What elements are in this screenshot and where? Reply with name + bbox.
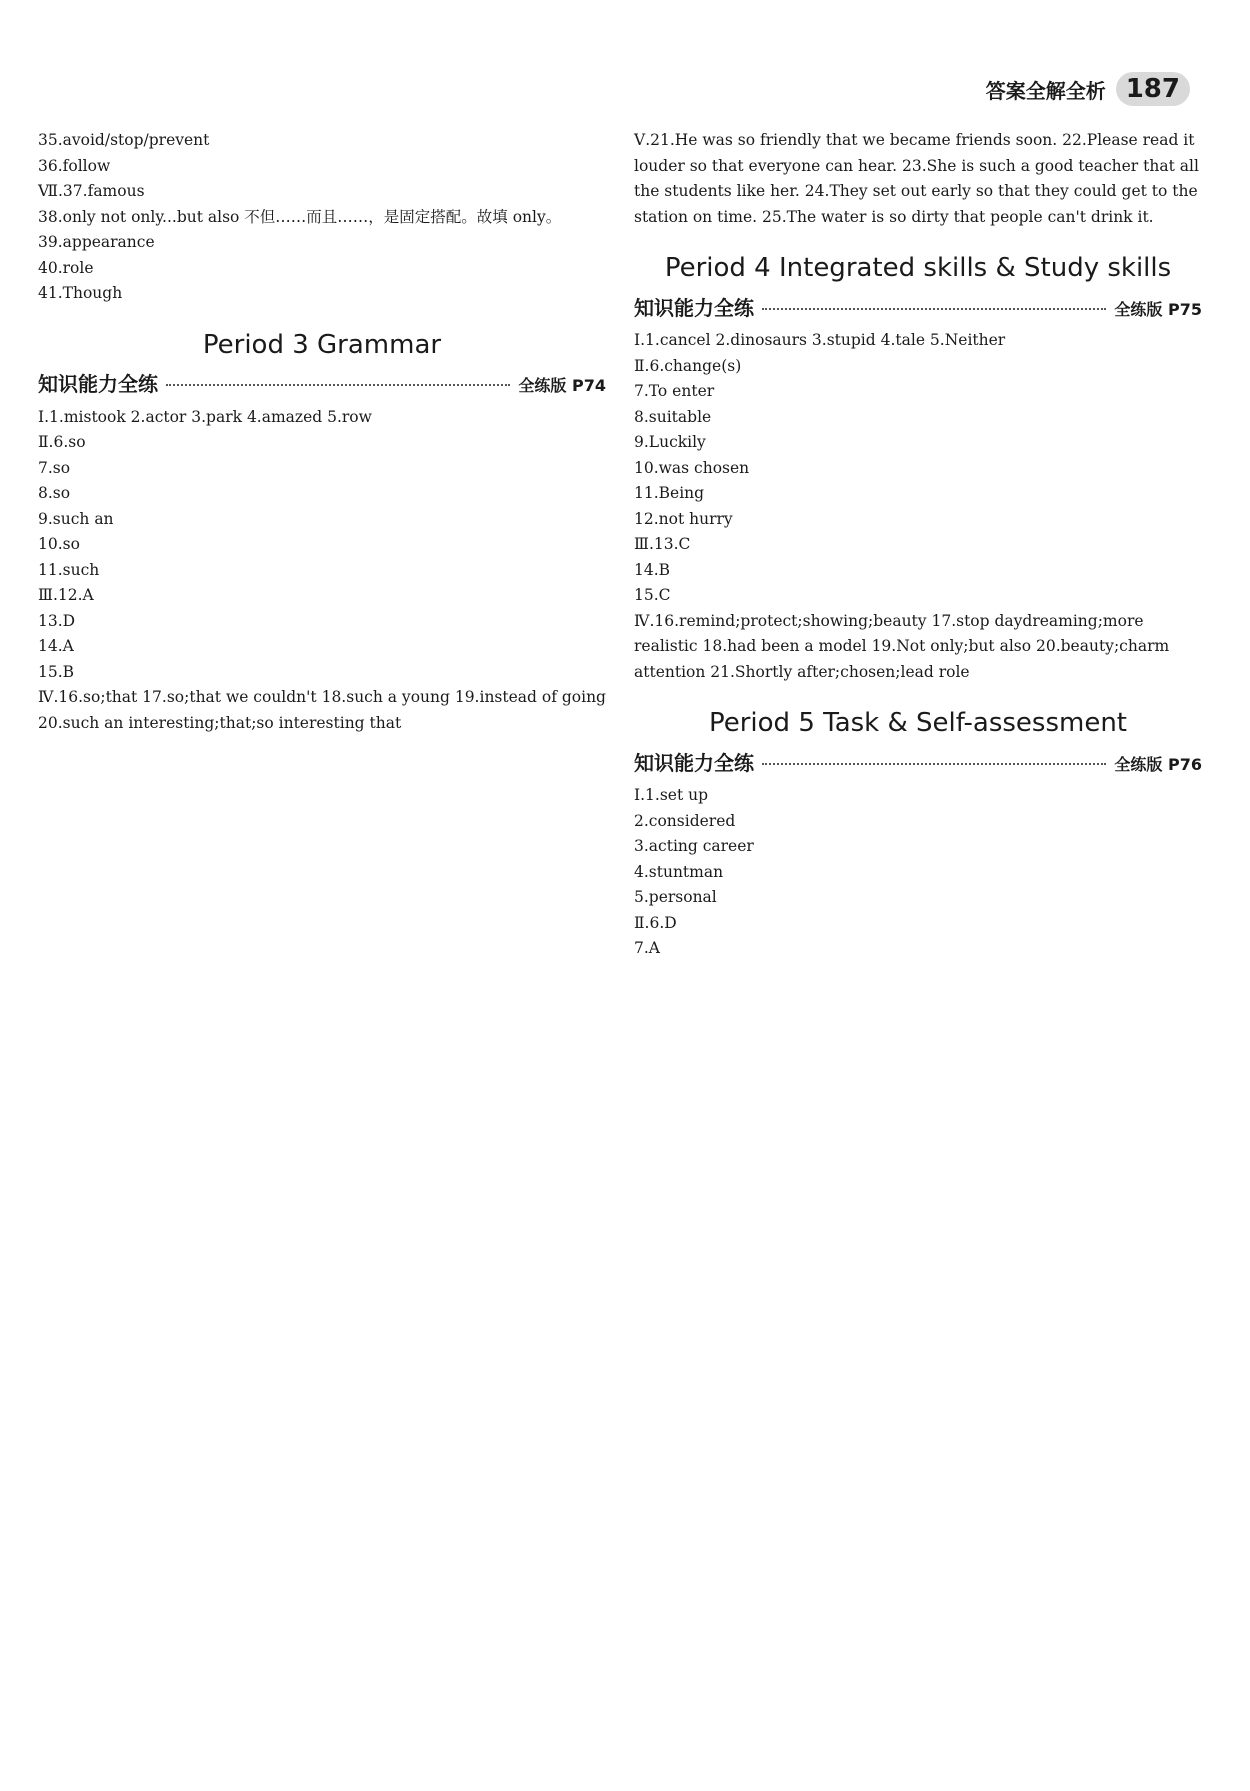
right-column xyxy=(634,128,1202,962)
answer-item: 2.considered xyxy=(634,811,736,830)
answer-item: 9.Luckily xyxy=(634,433,706,451)
header-title: 答案全解全析 xyxy=(985,78,1106,103)
answer-item: 35.avoid/stop/prevent xyxy=(38,131,210,149)
answer-item: Ⅳ.16.remind;protect;showing;beauty 17.stop daydreaming;more realistic 18.had been a model 19.Not only;but also 20.beauty;charm attention 21.Shortly after;chosen;lead role xyxy=(634,611,1170,681)
section-header xyxy=(634,751,1202,778)
section-ref: 全练版 P76 xyxy=(1114,754,1202,774)
answer-item: 13.D xyxy=(38,611,76,630)
answer-item: 4.stuntman xyxy=(634,862,724,881)
answer-item: Ⅲ.12.A xyxy=(38,586,94,604)
answer-item: 11.such xyxy=(38,560,100,579)
answer-item: 8.so xyxy=(38,484,71,502)
divider xyxy=(762,763,1106,765)
period-4-heading: Period 4 Integrated skills & Study skills xyxy=(664,253,1172,283)
section-name: 知识能力全练 xyxy=(634,295,754,320)
page-header xyxy=(986,72,1190,106)
answer-item: 38.only not only...but also 不但……而且……，是固定搭配。故填 only。 xyxy=(38,207,562,226)
answer-item: 14.A xyxy=(38,637,74,655)
answer-item: 5.personal xyxy=(634,888,717,906)
answer-item: 10.so xyxy=(38,535,80,553)
section-ref: 全练版 P74 xyxy=(518,376,606,395)
answer-item: 40.role xyxy=(38,258,94,277)
answer-columns xyxy=(38,128,1202,962)
answer-item: 15.B xyxy=(38,662,75,681)
answer-item: Ⅰ.1.cancel 2.dinosaurs 3.stupid 4.tale 5.Neither xyxy=(634,331,1006,349)
answer-item: Ⅶ.37.famous xyxy=(38,182,145,200)
answer-item: Ⅴ.21.He was so friendly that we became friends soon. 22.Please read it louder so that everyone can hear. 23.She is such a good teacher that all the students like her. 24.They set out early so that they could get to the station on time. 25.The water is so dirty that people can't drink it. xyxy=(634,131,1199,226)
left-column xyxy=(38,128,606,962)
page-number: 187 xyxy=(1116,72,1190,106)
answer-item: Ⅳ.16.so;that 17.so;that we couldn't 18.such a young 19.instead of going 20.such an interesting;that;so interesting that xyxy=(38,688,606,732)
answer-item: Ⅱ.6.so xyxy=(38,433,86,451)
answer-item: 14.B xyxy=(634,560,671,579)
section-name: 知识能力全练 xyxy=(634,750,754,775)
answer-item: 8.suitable xyxy=(634,407,712,426)
section-header xyxy=(38,372,606,399)
answer-item: 36.follow xyxy=(38,156,111,175)
section-ref: 全练版 P75 xyxy=(1114,299,1202,319)
divider xyxy=(166,384,510,386)
answer-item: Ⅱ.6.change(s) xyxy=(634,356,742,375)
answer-item: Ⅲ.13.C xyxy=(634,535,691,553)
answer-item: 10.was chosen xyxy=(634,458,750,477)
answer-item: 41.Though xyxy=(38,284,123,302)
answer-item: 7.so xyxy=(38,458,71,477)
period-5-heading: Period 5 Task & Self-assessment xyxy=(708,708,1127,738)
answer-item: 15.C xyxy=(634,586,671,604)
section-header xyxy=(634,296,1202,323)
answer-item: 12.not hurry xyxy=(634,509,733,528)
answer-item: Ⅰ.1.set up xyxy=(634,786,709,804)
answer-item: 9.such an xyxy=(38,509,114,528)
answer-item: 11.Being xyxy=(634,484,705,502)
period-3-heading: Period 3 Grammar xyxy=(202,329,442,360)
divider xyxy=(762,308,1106,310)
section-name: 知识能力全练 xyxy=(38,372,158,396)
answer-item: 7.To enter xyxy=(634,382,715,400)
answer-item: 7.A xyxy=(634,939,660,957)
answer-item: 39.appearance xyxy=(38,233,155,251)
answer-item: Ⅱ.6.D xyxy=(634,913,677,932)
answer-item: Ⅰ.1.mistook 2.actor 3.park 4.amazed 5.row xyxy=(38,407,372,426)
answer-item: 3.acting career xyxy=(634,837,754,855)
